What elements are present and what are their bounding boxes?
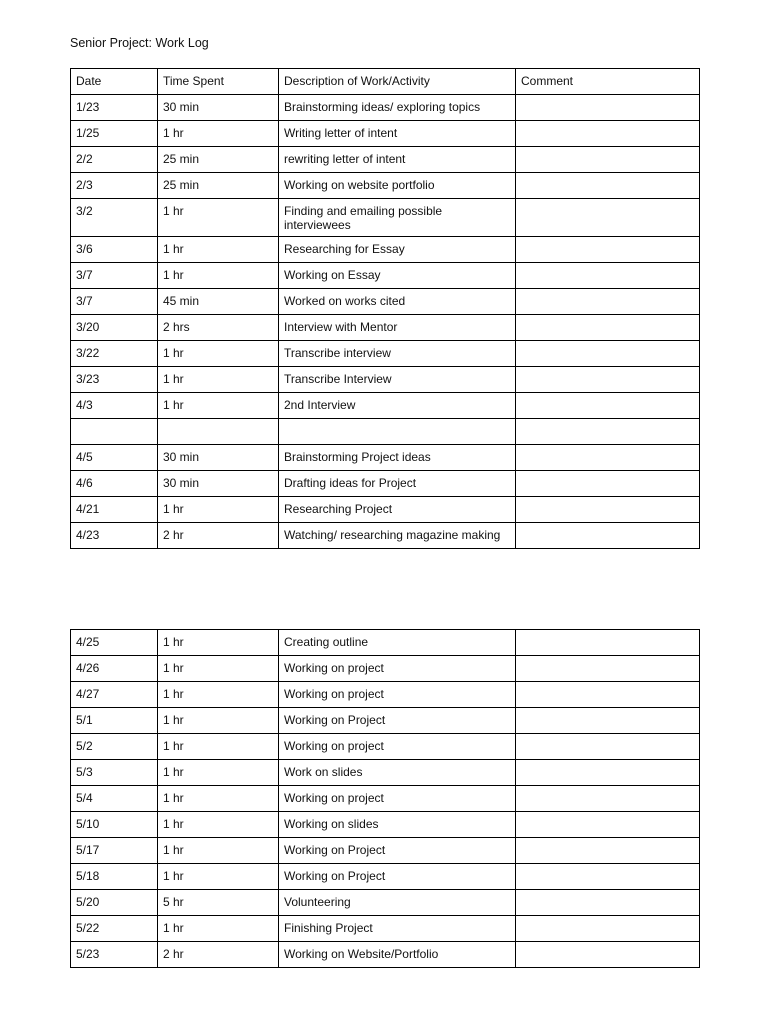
description-cell: Working on project (279, 656, 516, 682)
work-log-table-2-body (71, 630, 700, 968)
comment-cell (516, 289, 700, 315)
time-spent-cell: 2 hrs (158, 315, 279, 341)
description-cell: Finishing Project (279, 916, 516, 942)
comment-cell (516, 708, 700, 734)
comment-cell (516, 419, 700, 445)
description-cell: Worked on works cited (279, 289, 516, 315)
description-cell: Description of Work/Activity (279, 69, 516, 95)
work-log-table-1-body (71, 69, 700, 549)
comment-cell (516, 786, 700, 812)
date-cell: 3/2 (71, 199, 158, 237)
table-row (71, 838, 700, 864)
comment-cell (516, 812, 700, 838)
table-row (71, 367, 700, 393)
description-cell (279, 419, 516, 445)
date-cell: 4/5 (71, 445, 158, 471)
table-row (71, 760, 700, 786)
time-spent-cell: 1 hr (158, 121, 279, 147)
comment-cell (516, 916, 700, 942)
comment-cell (516, 367, 700, 393)
comment-cell (516, 121, 700, 147)
table-row (71, 173, 700, 199)
table-row (71, 812, 700, 838)
date-cell: 5/22 (71, 916, 158, 942)
table-row (71, 682, 700, 708)
date-cell: 2/2 (71, 147, 158, 173)
table-row (71, 471, 700, 497)
time-spent-cell: 1 hr (158, 786, 279, 812)
date-cell: 3/23 (71, 367, 158, 393)
description-cell: Brainstorming Project ideas (279, 445, 516, 471)
time-spent-cell (158, 419, 279, 445)
time-spent-cell: 1 hr (158, 838, 279, 864)
comment-cell (516, 890, 700, 916)
time-spent-cell: 1 hr (158, 341, 279, 367)
comment-cell (516, 95, 700, 121)
description-cell: Finding and emailing possible interviewees (279, 199, 516, 237)
document-title: Senior Project: Work Log (70, 36, 209, 50)
time-spent-cell: 25 min (158, 173, 279, 199)
description-cell: Volunteering (279, 890, 516, 916)
time-spent-cell: 1 hr (158, 656, 279, 682)
date-cell: 4/23 (71, 523, 158, 549)
description-cell: Work on slides (279, 760, 516, 786)
time-spent-cell: 1 hr (158, 263, 279, 289)
time-spent-cell: 25 min (158, 147, 279, 173)
comment-cell (516, 315, 700, 341)
description-cell: Working on Project (279, 838, 516, 864)
time-spent-cell: 1 hr (158, 630, 279, 656)
time-spent-cell: 30 min (158, 445, 279, 471)
comment-cell (516, 838, 700, 864)
description-cell: Transcribe Interview (279, 367, 516, 393)
comment-cell (516, 523, 700, 549)
table-row (71, 656, 700, 682)
date-cell: 3/20 (71, 315, 158, 341)
comment-cell (516, 199, 700, 237)
table-row (71, 708, 700, 734)
table-row (71, 864, 700, 890)
comment-cell (516, 864, 700, 890)
description-cell: Transcribe interview (279, 341, 516, 367)
table-row (71, 147, 700, 173)
date-cell: 1/23 (71, 95, 158, 121)
table-row (71, 890, 700, 916)
description-cell: Working on Essay (279, 263, 516, 289)
description-cell: Researching Project (279, 497, 516, 523)
time-spent-cell: 1 hr (158, 367, 279, 393)
description-cell: Writing letter of intent (279, 121, 516, 147)
table-row (71, 523, 700, 549)
table-row (71, 237, 700, 263)
date-cell: 5/18 (71, 864, 158, 890)
table-row (71, 916, 700, 942)
table-header-row (71, 69, 700, 95)
description-cell: Brainstorming ideas/ exploring topics (279, 95, 516, 121)
description-cell: Creating outline (279, 630, 516, 656)
table-row (71, 786, 700, 812)
description-cell: Watching/ researching magazine making (279, 523, 516, 549)
table-row (71, 497, 700, 523)
date-cell: 5/4 (71, 786, 158, 812)
date-cell: Date (71, 69, 158, 95)
comment-cell (516, 734, 700, 760)
description-cell: Working on project (279, 786, 516, 812)
time-spent-cell: 1 hr (158, 812, 279, 838)
date-cell: 5/20 (71, 890, 158, 916)
description-cell: rewriting letter of intent (279, 147, 516, 173)
date-cell: 5/2 (71, 734, 158, 760)
time-spent-cell: Time Spent (158, 69, 279, 95)
time-spent-cell: 1 hr (158, 708, 279, 734)
work-log-table-2 (70, 629, 700, 968)
date-cell: 4/26 (71, 656, 158, 682)
date-cell: 3/7 (71, 289, 158, 315)
time-spent-cell: 1 hr (158, 199, 279, 237)
date-cell: 5/10 (71, 812, 158, 838)
date-cell: 1/25 (71, 121, 158, 147)
description-cell: Working on project (279, 682, 516, 708)
description-cell: Working on Website/Portfolio (279, 942, 516, 968)
comment-cell (516, 173, 700, 199)
description-cell: Working on Project (279, 708, 516, 734)
table-row (71, 315, 700, 341)
table-row (71, 734, 700, 760)
description-cell: Working on website portfolio (279, 173, 516, 199)
time-spent-cell: 1 hr (158, 760, 279, 786)
work-log-table-1 (70, 68, 700, 549)
description-cell: Working on Project (279, 864, 516, 890)
comment-cell (516, 393, 700, 419)
time-spent-cell: 30 min (158, 471, 279, 497)
date-cell: 3/6 (71, 237, 158, 263)
comment-cell (516, 471, 700, 497)
comment-cell (516, 942, 700, 968)
time-spent-cell: 45 min (158, 289, 279, 315)
table-row (71, 942, 700, 968)
time-spent-cell: 2 hr (158, 523, 279, 549)
date-cell: 5/3 (71, 760, 158, 786)
comment-cell (516, 147, 700, 173)
table-row (71, 419, 700, 445)
comment-cell (516, 497, 700, 523)
table-row (71, 445, 700, 471)
comment-cell (516, 682, 700, 708)
time-spent-cell: 2 hr (158, 942, 279, 968)
date-cell: 2/3 (71, 173, 158, 199)
comment-cell (516, 263, 700, 289)
comment-cell (516, 237, 700, 263)
description-cell: Drafting ideas for Project (279, 471, 516, 497)
time-spent-cell: 1 hr (158, 734, 279, 760)
date-cell: 5/23 (71, 942, 158, 968)
table-row (71, 289, 700, 315)
date-cell: 3/22 (71, 341, 158, 367)
comment-cell (516, 445, 700, 471)
table-row (71, 341, 700, 367)
date-cell: 4/21 (71, 497, 158, 523)
date-cell: 3/7 (71, 263, 158, 289)
description-cell: Working on slides (279, 812, 516, 838)
date-cell: 5/17 (71, 838, 158, 864)
description-cell: Researching for Essay (279, 237, 516, 263)
table-row (71, 95, 700, 121)
time-spent-cell: 1 hr (158, 682, 279, 708)
time-spent-cell: 1 hr (158, 864, 279, 890)
description-cell: Working on project (279, 734, 516, 760)
description-cell: Interview with Mentor (279, 315, 516, 341)
comment-cell (516, 760, 700, 786)
time-spent-cell: 1 hr (158, 916, 279, 942)
table-row (71, 393, 700, 419)
comment-cell (516, 656, 700, 682)
date-cell: 4/3 (71, 393, 158, 419)
description-cell: 2nd Interview (279, 393, 516, 419)
time-spent-cell: 1 hr (158, 393, 279, 419)
time-spent-cell: 5 hr (158, 890, 279, 916)
date-cell (71, 419, 158, 445)
time-spent-cell: 1 hr (158, 497, 279, 523)
table-row (71, 263, 700, 289)
table-row (71, 121, 700, 147)
time-spent-cell: 30 min (158, 95, 279, 121)
date-cell: 4/6 (71, 471, 158, 497)
table-row (71, 630, 700, 656)
date-cell: 4/27 (71, 682, 158, 708)
comment-cell (516, 630, 700, 656)
comment-cell (516, 341, 700, 367)
comment-cell: Comment (516, 69, 700, 95)
time-spent-cell: 1 hr (158, 237, 279, 263)
date-cell: 5/1 (71, 708, 158, 734)
table-row (71, 199, 700, 237)
date-cell: 4/25 (71, 630, 158, 656)
